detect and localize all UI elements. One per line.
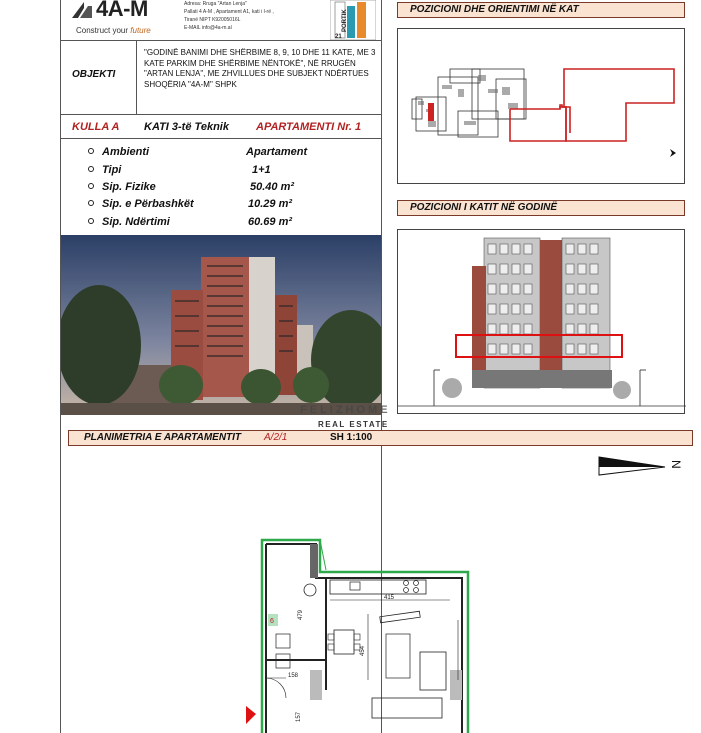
plan-scale: SH 1:100	[330, 432, 373, 443]
spec-row	[88, 216, 170, 228]
floor-position-title: POZICIONI I KATIT NË GODINË	[397, 200, 685, 216]
spec-label: Sip. Fizike	[102, 181, 156, 193]
brand-logo-text: 4A-M	[96, 0, 148, 21]
dimension-label: 157	[296, 711, 302, 722]
brand-tagline	[76, 26, 151, 35]
watermark-text: FELIZHOME	[300, 404, 391, 416]
bullet-icon	[88, 183, 94, 189]
address-line: Pallati 4 A-M , Apartament A1, kati i I-rë ,	[184, 9, 274, 15]
address-line: Adresa: Rruga "Artan Lenja"	[184, 1, 247, 7]
compass-icon	[670, 149, 676, 157]
objekti-label: OBJEKTI	[72, 69, 116, 80]
divider	[60, 40, 382, 41]
divider	[136, 40, 137, 114]
dimension-label: 415	[384, 595, 395, 601]
company-address	[184, 0, 324, 32]
tagline-accent: future	[130, 26, 151, 35]
spec-value: 1+1	[252, 164, 271, 176]
orientation-title: POZICIONI DHE ORIENTIMI NË KAT	[397, 2, 685, 18]
dimension-label: 479	[298, 609, 304, 620]
apartamenti-label: APARTAMENTI Nr. 1	[256, 121, 362, 133]
bullet-icon	[88, 166, 94, 172]
dimension-label: 454	[360, 645, 366, 656]
portik-logo	[330, 0, 376, 40]
spec-value: 60.69 m²	[248, 216, 293, 228]
dimension-label: 158	[288, 673, 299, 679]
elevation-drawing	[398, 230, 686, 415]
objekti-description: "GODINË BANIMI DHE SHËRBIME 8, 9, 10 DHE 11 KATE, ME 3 KATE PARKIM DHE SHËRBIME NËNTOKË", NË RRUGËN "ARTAN LENJA", ME ZHVILLUES DHE SUBJEKT NDËRTUES SHOQËRIA "4A-M" SHPK	[144, 48, 376, 89]
orientation-map	[397, 28, 685, 184]
kati-label: KATI 3-të Teknik	[144, 121, 229, 133]
address-line: E-MAIL info@4a-m.al	[184, 25, 232, 31]
plan-title: PLANIMETRIA E APARTAMENTIT	[84, 432, 242, 443]
plan-code: A/2/1	[264, 432, 288, 443]
bullet-icon	[88, 218, 94, 224]
spec-label: Sip. e Përbashkët	[102, 198, 194, 210]
svg-text:PORTIK: PORTIK	[342, 9, 348, 32]
address-line: Tiranë NIPT K92005016L	[184, 17, 241, 23]
spec-row	[88, 164, 121, 176]
spec-value: 50.40 m²	[250, 181, 295, 193]
bullet-icon	[88, 200, 94, 206]
north-arrow-icon	[597, 455, 687, 477]
spec-row	[88, 181, 156, 193]
divider	[60, 138, 382, 139]
north-label: N	[669, 460, 683, 469]
divider	[60, 114, 382, 115]
spec-row	[88, 146, 149, 158]
bullet-icon	[88, 148, 94, 154]
building-rendering-image	[61, 235, 381, 415]
room-number: 6	[270, 618, 274, 625]
brand-logo-icon	[70, 0, 94, 20]
spec-value: Apartament	[246, 146, 308, 158]
spec-label: Sip. Ndërtimi	[102, 216, 170, 228]
kulla-label: KULLA A	[72, 121, 120, 133]
tagline-prefix: Construct your	[76, 26, 129, 35]
building-elevation	[397, 229, 685, 414]
spec-label: Ambienti	[102, 146, 150, 158]
spec-label: Tipi	[102, 164, 122, 176]
spec-row	[88, 198, 194, 210]
watermark-subtext: REAL ESTATE	[318, 420, 389, 429]
apartment-floorplan	[240, 530, 470, 733]
floor-site-plan	[398, 29, 686, 185]
spec-value: 10.29 m²	[248, 198, 293, 210]
svg-text:21: 21	[335, 34, 342, 40]
